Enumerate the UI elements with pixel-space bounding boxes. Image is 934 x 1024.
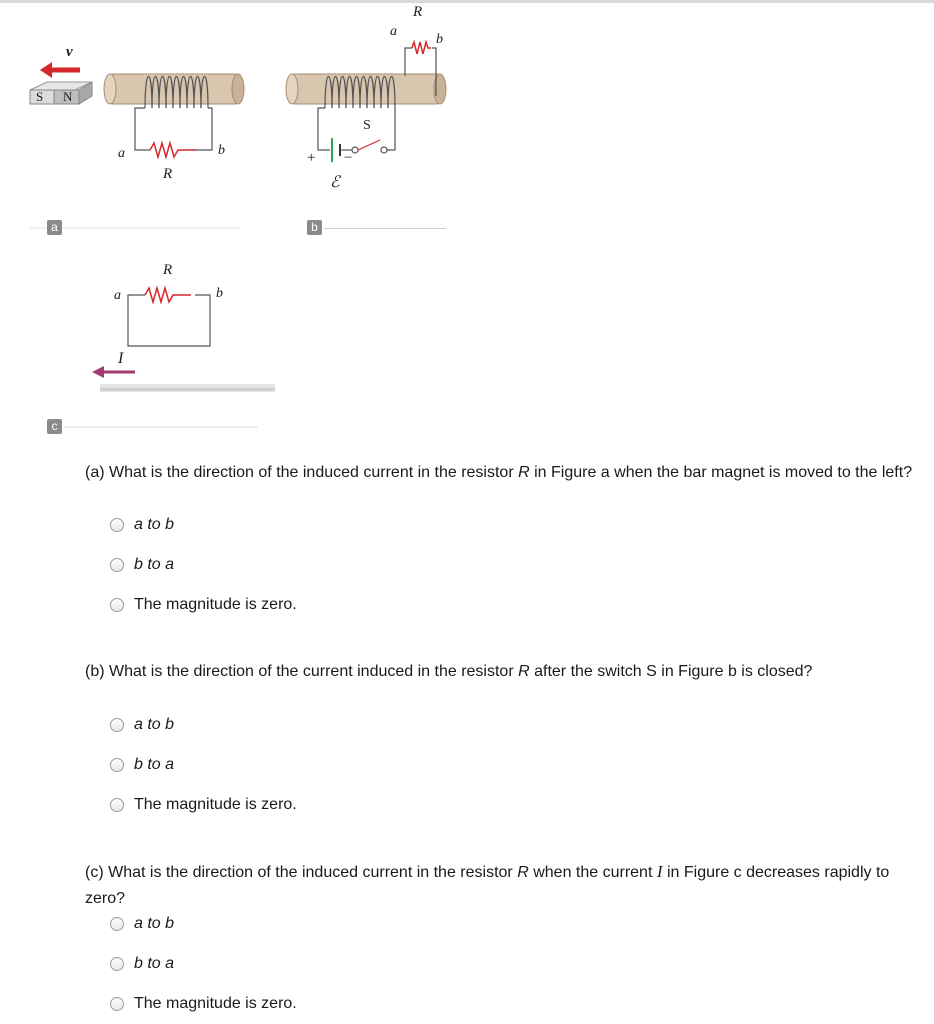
question-b [85, 659, 920, 685]
option-label: The magnitude is zero. [134, 995, 297, 1012]
option-label: a to b [134, 516, 175, 533]
question-c-prompt [85, 859, 920, 912]
figure-c [0, 250, 280, 440]
velocity-label: v [66, 44, 73, 60]
option-label: b to a [134, 955, 175, 972]
question-a [85, 460, 920, 486]
radio-button[interactable] [110, 718, 124, 732]
resistor-b-label: R [413, 4, 423, 20]
figure-a [0, 0, 260, 240]
question-a-text-1: (a) What is the direction of the induced current in the resistor [85, 464, 519, 481]
question-a-option-b-to-a[interactable] [110, 555, 174, 575]
resistor-a [150, 143, 196, 157]
plus-label: + [307, 150, 316, 166]
question-b-prompt [85, 659, 920, 685]
current-label: I [118, 350, 124, 367]
question-b-var: R [518, 663, 530, 680]
resistor-label: R [163, 166, 173, 182]
figure-label-b: b [307, 220, 322, 235]
option-label: b to a [134, 556, 175, 573]
question-c [85, 859, 920, 912]
question-b-text-1: (b) What is the direction of the current induced in the resistor [85, 663, 519, 680]
question-c-var: R [517, 864, 529, 881]
emf-label: ℰ [330, 174, 340, 191]
radio-button[interactable] [110, 558, 124, 572]
question-a-var: R [518, 464, 530, 481]
radio-button[interactable] [110, 518, 124, 532]
option-label: The magnitude is zero. [134, 596, 297, 613]
point-b-b-label: b [436, 32, 443, 47]
resistor-c [145, 288, 191, 302]
point-a-b-label: a [390, 24, 397, 39]
question-a-text-2: in Figure a when the bar magnet is moved to the left? [529, 464, 913, 481]
option-label: a to b [134, 716, 175, 733]
figure-label-c: c [47, 419, 62, 434]
radio-button[interactable] [110, 957, 124, 971]
question-c-option-b-to-a[interactable] [110, 954, 174, 974]
radio-button[interactable] [110, 997, 124, 1011]
point-b-label: b [218, 143, 225, 158]
point-a-c-label: a [114, 288, 121, 303]
question-c-text-1: (c) What is the direction of the induced current in the resistor [85, 864, 518, 881]
question-c-text-2: when the current [528, 864, 657, 881]
radio-button[interactable] [110, 798, 124, 812]
minus-label: − [344, 150, 353, 166]
question-b-option-b-to-a[interactable] [110, 755, 174, 775]
radio-button[interactable] [110, 758, 124, 772]
figure-b [260, 0, 460, 240]
radio-button[interactable] [110, 598, 124, 612]
option-label: b to a [134, 756, 175, 773]
option-label: The magnitude is zero. [134, 796, 297, 813]
option-label: a to b [134, 915, 175, 932]
figure-a-diagram [0, 0, 260, 240]
figure-b-diagram [260, 0, 460, 240]
resistor-c-label: R [163, 262, 173, 278]
radio-button[interactable] [110, 917, 124, 931]
magnet-s-label: S [36, 89, 44, 104]
question-a-prompt [85, 460, 920, 486]
question-a-option-zero[interactable] [110, 595, 297, 615]
resistor-b [412, 42, 431, 54]
figure-label-a: a [47, 220, 62, 235]
question-c-text-3: in Figure c decreases rapidly to zero? [85, 864, 890, 907]
question-c-option-zero[interactable] [110, 994, 297, 1014]
switch-s [358, 140, 380, 150]
point-b-c-label: b [216, 286, 223, 301]
question-b-option-a-to-b[interactable] [110, 715, 174, 735]
figure-b-rule [324, 228, 446, 229]
question-a-option-a-to-b[interactable] [110, 515, 174, 535]
switch-label: S [363, 118, 371, 133]
figure-c-diagram [0, 250, 280, 440]
question-b-text-2: after the switch S in Figure b is closed? [529, 663, 813, 680]
question-c-var2: I [656, 862, 663, 881]
magnet-n-label: N [63, 89, 73, 104]
point-a-label: a [118, 146, 125, 161]
question-b-option-zero[interactable] [110, 795, 297, 815]
question-c-option-a-to-b[interactable] [110, 914, 174, 934]
